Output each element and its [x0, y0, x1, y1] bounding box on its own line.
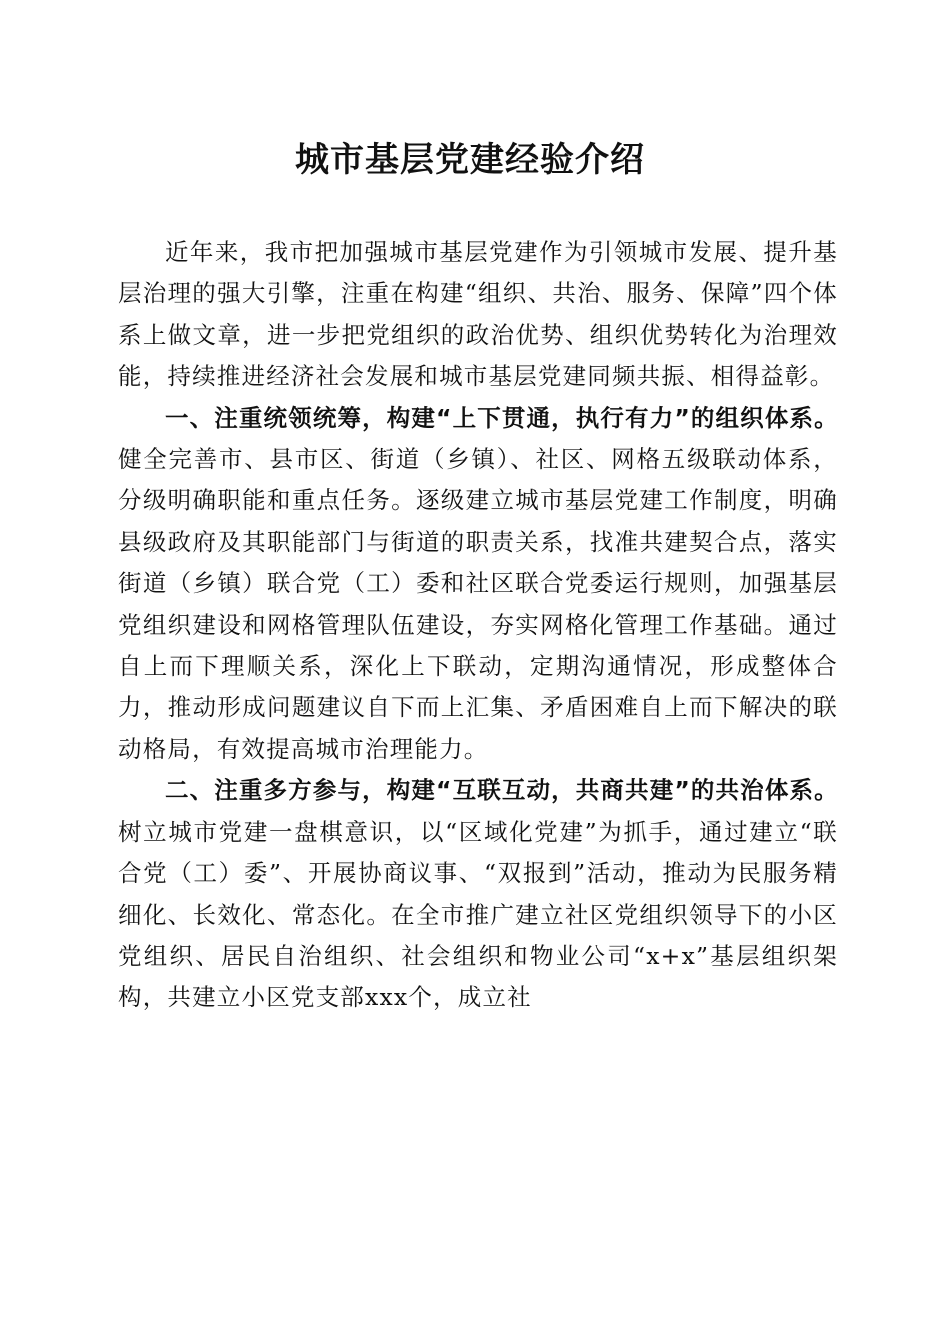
section-2-heading: 二、注重多方参与，构建“互联互动，共商共建”的共治体系。 [165, 776, 838, 805]
section-1-paragraph [118, 398, 838, 771]
section-2-text: 树立城市党建一盘棋意识，以“区域化党建”为抓手，通过建立“联合党（工）委”、开展协商议事、“双报到”活动，推动为民服务精细化、长效化、常态化。在全市推广建立社区党组织领导下的小区党组织、居民自治组织、社会组织和物业公司“x+x”基层组织架构，共建立小区党支部xxx个，成立社 [118, 817, 838, 1012]
document-body [118, 232, 838, 1019]
section-1-heading: 一、注重统领统筹，构建“上下贯通，执行有力”的组织体系。 [165, 403, 838, 432]
section-1-text: 健全完善市、县市区、街道（乡镇）、社区、网格五级联动体系，分级明确职能和重点任务。逐级建立城市基层党建工作制度，明确县级政府及其职能部门与街道的职责关系，找准共建契合点，落实街道（乡镇）联合党（工）委和社区联合党委运行规则，加强基层党组织建设和网格管理队伍建设，夯实网格化管理工作基础。通过自上而下理顺关系，深化上下联动，定期沟通情况，形成整体合力，推动形成问题建议自下而上汇集、矛盾困难自上而下解决的联动格局，有效提高城市治理能力。 [118, 445, 838, 763]
document-title: 城市基层党建经验介绍 [295, 140, 645, 180]
intro-paragraph: 近年来，我市把加强城市基层党建作为引领城市发展、提升基层治理的强大引擎，注重在构建“组织、共治、服务、保障”四个体系上做文章，进一步把党组织的政治优势、组织优势转化为治理效能，持续推进经济社会发展和城市基层党建同频共振、相得益彰。 [118, 238, 838, 391]
section-2-paragraph [118, 770, 838, 1018]
